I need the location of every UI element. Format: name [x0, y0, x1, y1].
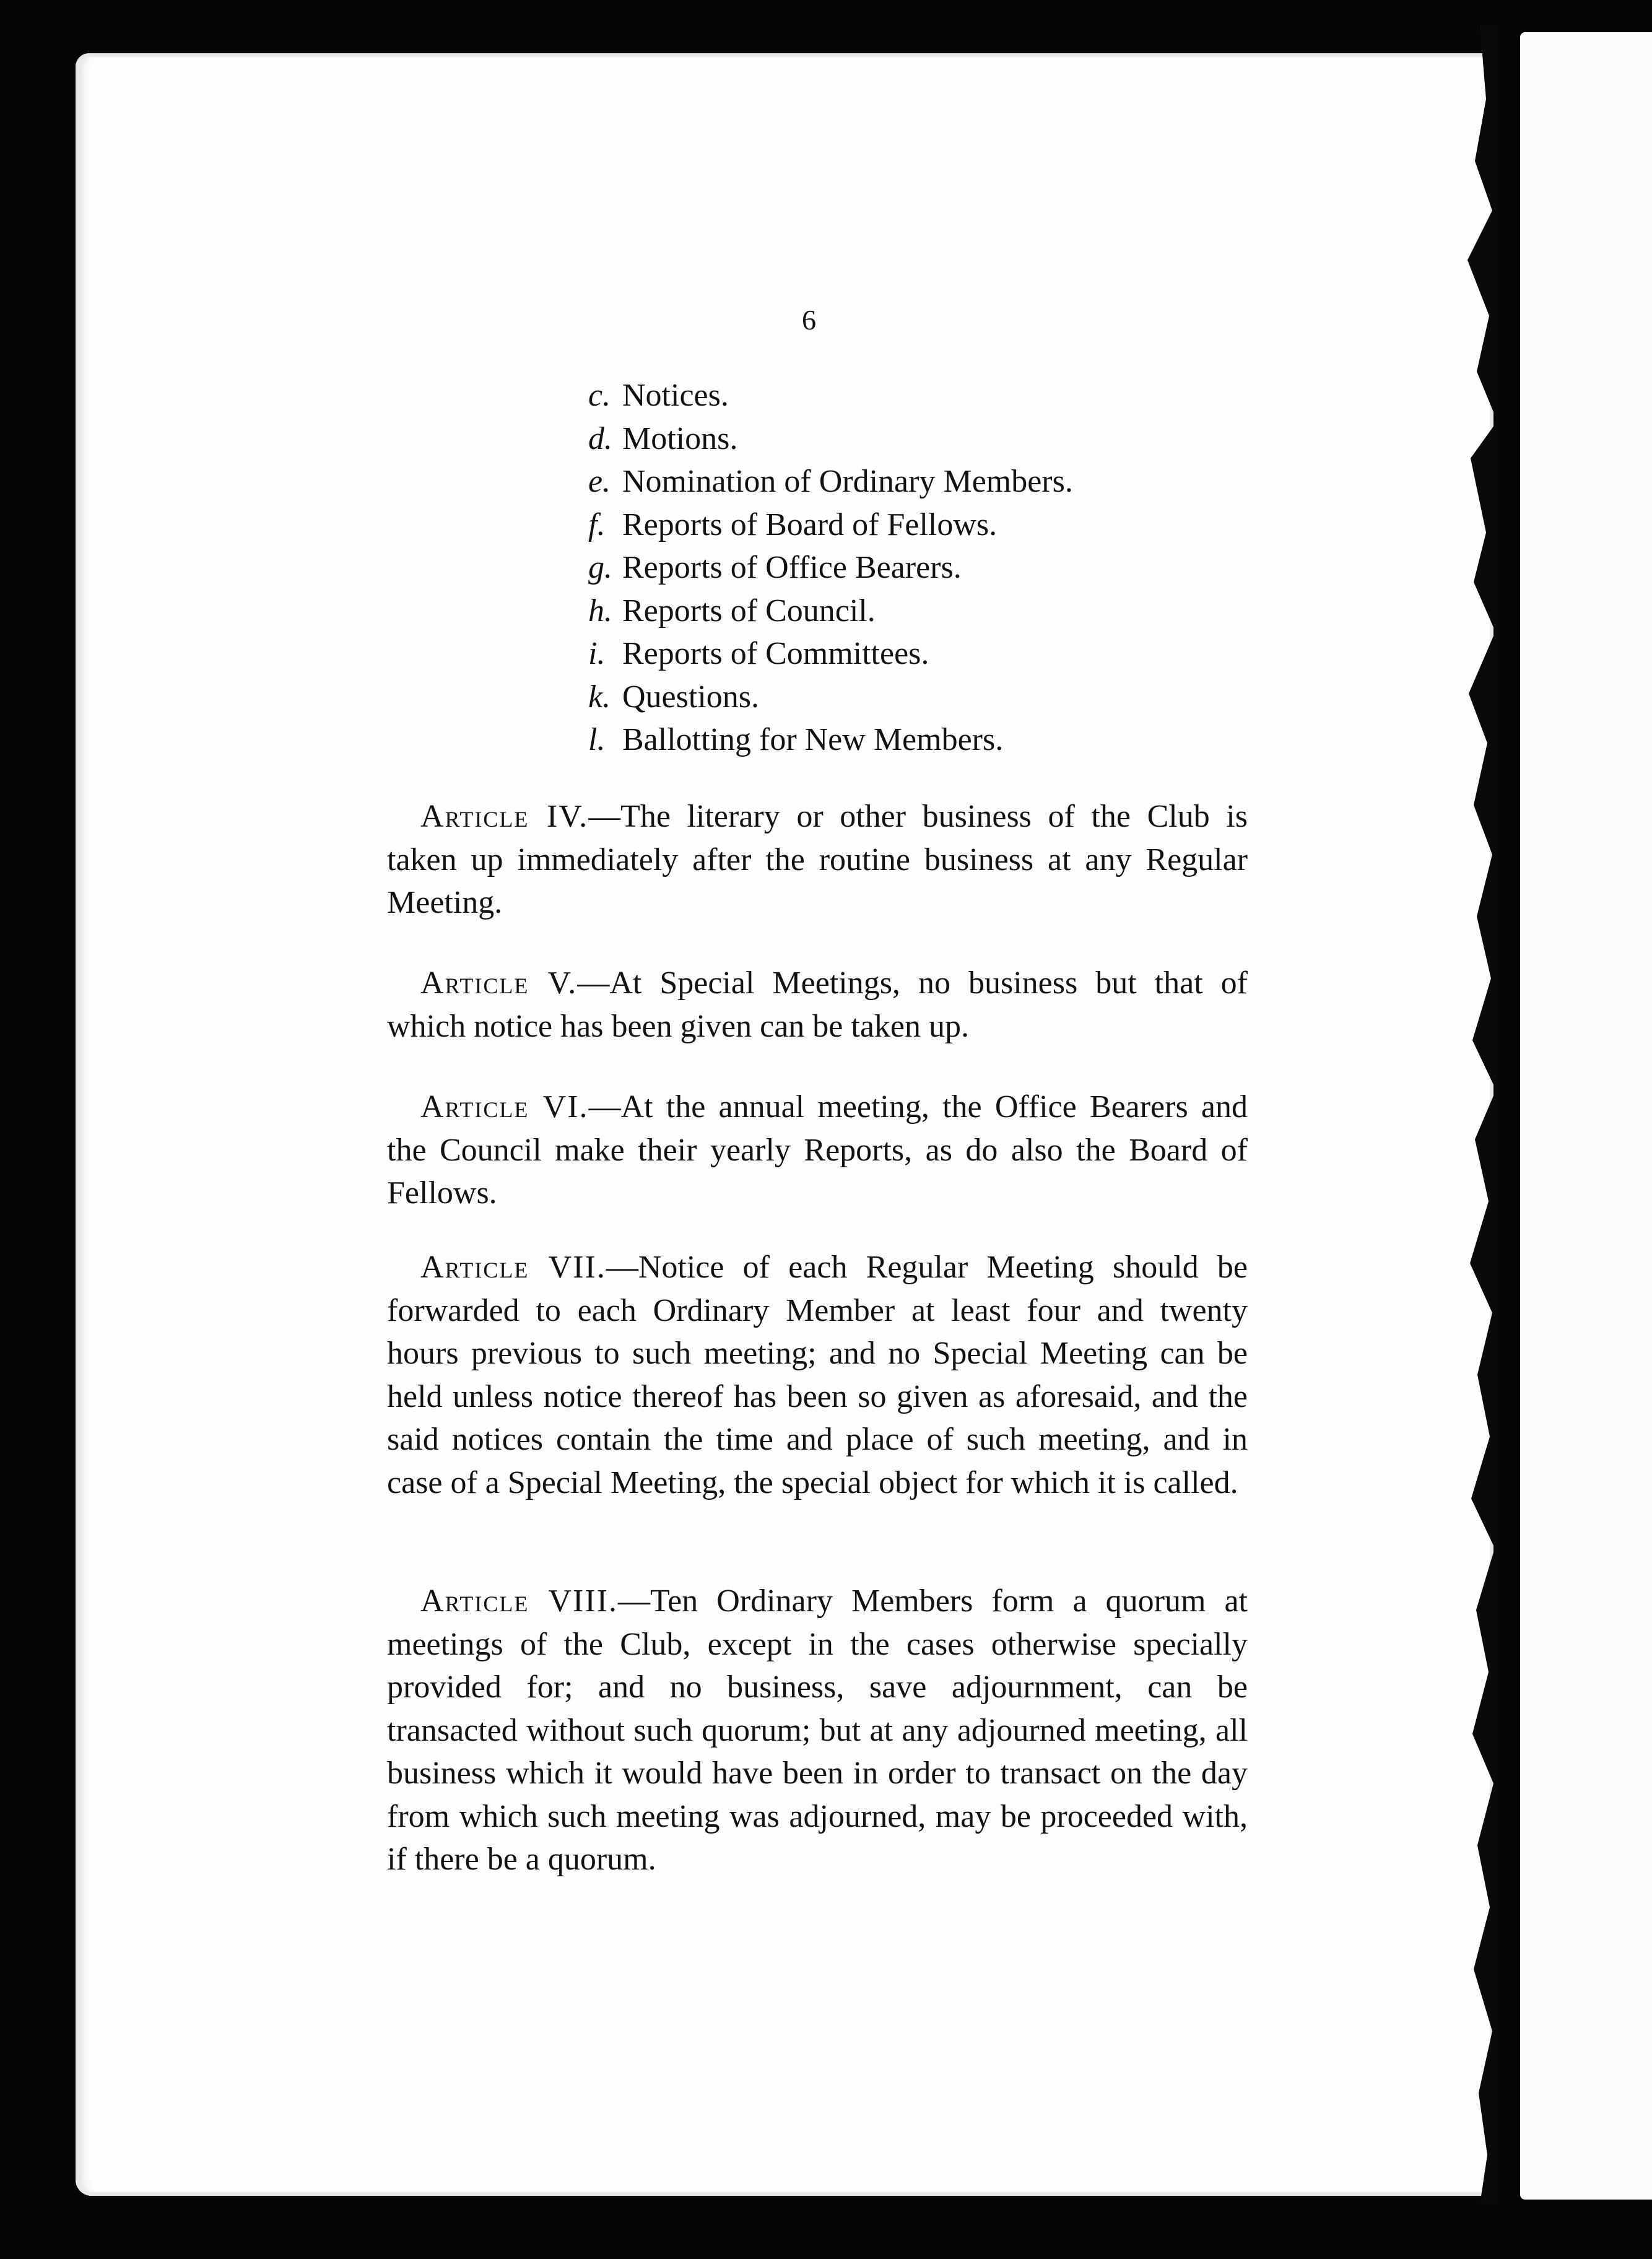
- list-item-text: Motions.: [622, 420, 738, 456]
- list-marker: h.: [588, 593, 612, 629]
- list-item-text: Reports of Committees.: [622, 636, 929, 671]
- article-heading: Article V.: [420, 965, 578, 1001]
- list-item: [588, 546, 1073, 590]
- list-item: [588, 676, 1073, 719]
- article-body: —At Special Meetings, no business but that of which notice has been given can be taken up.: [387, 965, 1248, 1044]
- article-heading: Article VII.: [420, 1250, 606, 1285]
- list-item-text: Ballotting for New Members.: [622, 722, 1004, 757]
- list-item: [588, 503, 1073, 547]
- list-marker: l.: [588, 722, 606, 757]
- article-viii: [387, 1580, 1248, 1881]
- article-heading: Article VI.: [420, 1089, 589, 1125]
- list-marker: g.: [588, 550, 612, 585]
- list-item: [588, 460, 1073, 503]
- article-body: —Notice of each Regular Meeting should be forwarded to each Ordinary Member at least four and twenty hours previous to such meeting; and no Special Meeting can be held unless notice thereof has been so given as aforesaid, and the said notices contain the time and place of such meeting, and in case of a Special Meeting, the special object for which it is called.: [387, 1250, 1248, 1500]
- list-marker: c.: [588, 378, 611, 413]
- list-marker: k.: [588, 679, 611, 715]
- article-v: [387, 962, 1248, 1048]
- list-item-text: Notices.: [622, 378, 729, 413]
- list-item-text: Reports of Council.: [622, 593, 876, 629]
- list-marker: d.: [588, 420, 612, 456]
- list-item: [588, 590, 1073, 633]
- routine-business-list: [588, 374, 1073, 762]
- list-item-text: Reports of Board of Fellows.: [622, 507, 998, 542]
- article-heading: Article VIII.: [420, 1583, 618, 1619]
- list-item: [588, 632, 1073, 676]
- list-item: [588, 374, 1073, 417]
- article-body: —Ten Ordinary Members form a quorum at meetings of the Club, except in the cases otherwise specially provided for; and no business, save adjournment, can be transacted without such quorum; but at any adjourned meeting, all business which it would have been in order to transact on the day from which such meeting was adjourned, may be proceeded with, if there be a quorum.: [387, 1583, 1248, 1877]
- list-item: [588, 718, 1073, 762]
- list-item: [588, 417, 1073, 461]
- list-item-text: Questions.: [622, 679, 759, 715]
- list-marker: i.: [588, 636, 606, 671]
- article-vi: [387, 1086, 1248, 1215]
- list-item-text: Reports of Office Bearers.: [622, 550, 962, 585]
- binding-edge-shadow: [1443, 25, 1498, 2205]
- article-vii: [387, 1246, 1248, 1504]
- article-body: —At the annual meeting, the Office Bearers and the Council make their yearly Reports, as do also the Board of Fellows.: [387, 1089, 1248, 1211]
- list-item-text: Nomination of Ordinary Members.: [622, 464, 1073, 499]
- article-body: —The literary or other business of the Club is taken up immediately after the routine business at any Regular Meeting.: [387, 799, 1248, 920]
- page-number: 6: [802, 304, 816, 336]
- adjacent-page-edge: [1520, 32, 1652, 2200]
- list-marker: e.: [588, 464, 611, 499]
- list-marker: f.: [588, 507, 606, 542]
- article-iv: [387, 795, 1248, 925]
- article-heading: Article IV.: [420, 799, 589, 834]
